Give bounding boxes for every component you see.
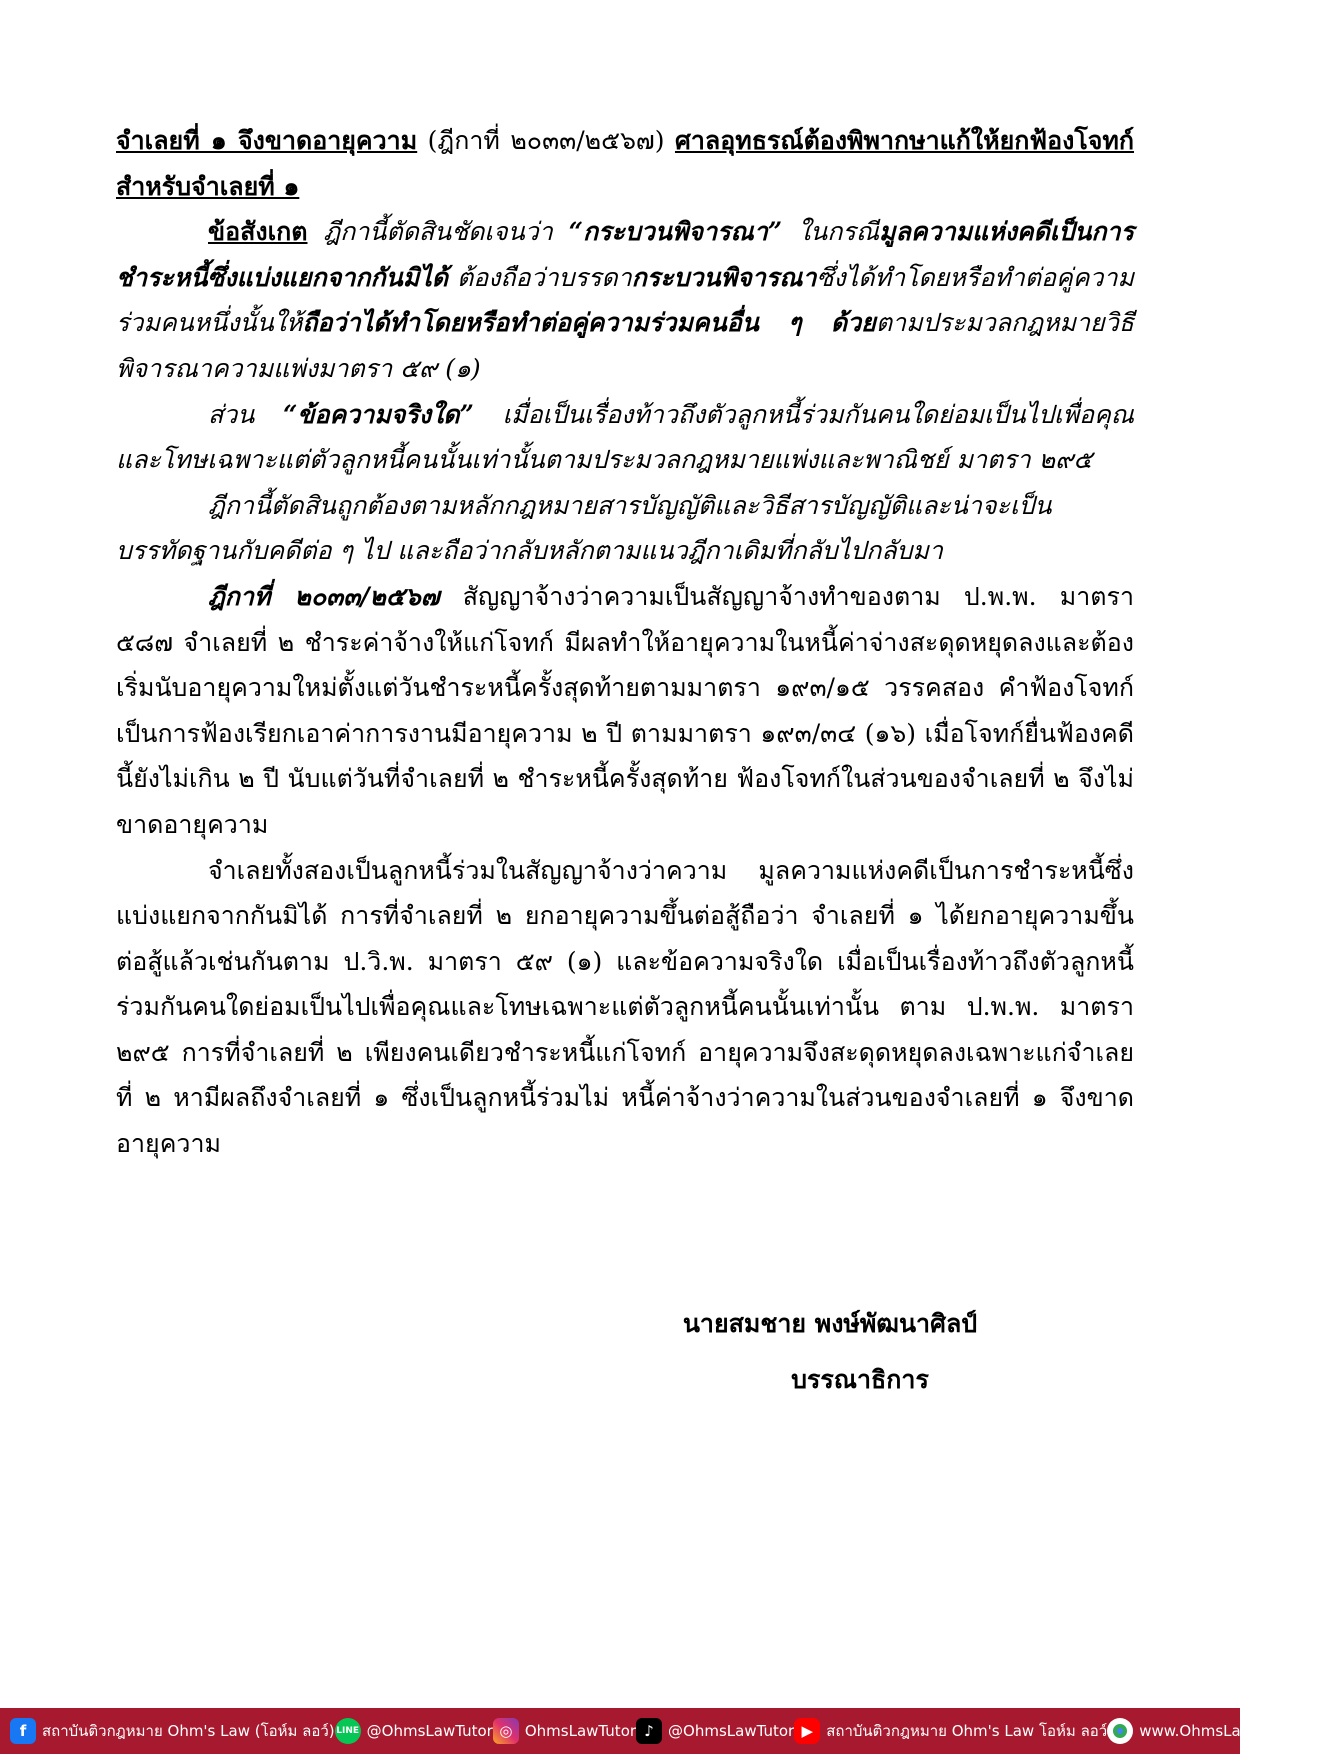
paragraph-2-text-1: ฎีกานี้ตัดสินชัดเจนว่า bbox=[307, 217, 569, 247]
signer-title: บรรณาธิการ bbox=[791, 1365, 929, 1394]
paragraph-2-text-2: “กระบวนพิจารณา” bbox=[568, 217, 783, 247]
paragraph-2-text-5: ต้องถือว่าบรรดา bbox=[448, 262, 632, 292]
footer-facebook-label: สถาบันติวกฎหมาย Ohm's Law (โอห์ม ลอว์) bbox=[42, 1722, 335, 1740]
paragraph-2-text-3: ในกรณี bbox=[782, 217, 880, 247]
footer-bar bbox=[0, 1708, 1326, 1754]
paragraph-6-text-1: จำเลยทั้งสองเป็นลูกหนี้ร่วมในสัญญาจ้างว่าความ มูลความแห่งคดีเป็นการชำระหนี้ซึ่งแบ่งแยกจากกันมิได้ การที่จำเลยที่ ๒ ยกอายุความขึ้นต่อสู้ถือว่า จำเลยที่ ๑ ได้ยกอายุความขึ้นต่อสู้แล้วเช่นกันตาม ป.วิ.พ. มาตรา ๕๙ (๑) และข้อความจริงใด เมื่อเป็นเรื่องท้าวถึงตัวลูกหนี้ร่วมกันคนใดย่อมเป็นไปเพื่อคุณและโทษเฉพาะแต่ตัวลูกหนี้คนนั้นเท่านั้น ตาม ป.พ.พ. มาตรา ๒๙๕ การที่จำเลยที่ ๒ เพียงคนเดียวชำระหนี้แก่โจทก์ อายุความจึงสะดุดหยุดลงเฉพาะแก่จำเลยที่ ๒ หามีผลถึงจำเลยที่ ๑ ซึ่งเป็นลูกหนี้ร่วมไม่ หนี้ค่าจ้างว่าความในส่วนของจำเลยที่ ๑ จึงขาดอายุความ bbox=[116, 855, 1134, 1159]
paragraph-3 bbox=[116, 392, 1134, 483]
footer-tiktok[interactable] bbox=[636, 1718, 794, 1744]
signature-block bbox=[600, 1296, 1060, 1408]
paragraph-6 bbox=[116, 848, 1134, 1167]
observation-label: ข้อสังเกต bbox=[208, 217, 308, 247]
footer-tiktok-label: @OhmsLawTutor bbox=[668, 1722, 795, 1740]
footer-line[interactable] bbox=[335, 1718, 493, 1744]
case-reference: (ฎีกาที่ ๒๐๓๓/๒๕๖๗) bbox=[417, 126, 675, 155]
paragraph-4 bbox=[116, 483, 1134, 574]
case-label: ฎีกาที่ ๒๐๓๓/๒๕๖๗ bbox=[208, 581, 440, 611]
footer-youtube-label: สถาบันติวกฎหมาย Ohm's Law โอห์ม ลอว์ bbox=[826, 1722, 1108, 1740]
conclusion-text: จำเลยที่ ๑ จึงขาดอายุความ bbox=[116, 126, 418, 155]
paragraph-2-text-6: กระบวนพิจารณา bbox=[631, 262, 817, 292]
footer-youtube[interactable] bbox=[794, 1718, 1107, 1744]
paragraph-3-text-3: เมื่อเป็นเรื่องท้าวถึงตัวลูกหนี้ร่วมกันคนใดย่อมเป็นไปเพื่อคุณและโทษเฉพาะแต่ตัวลูกหนี้คนนั้นเท่านั้นตามประมวลกฎหมายแพ่งและพาณิชย์ มาตรา ๒๙๕ bbox=[116, 399, 1134, 475]
paragraph-5-text-1: สัญญาจ้างว่าความเป็นสัญญาจ้างทำของตาม ป.พ.พ. มาตรา ๕๘๗ จำเลยที่ ๒ ชำระค่าจ้างให้แก่โจทก์ มีผลทำให้อายุความในหนี้ค่าจ่างสะดุดหยุดลงและต้องเริ่มนับอายุความใหม่ตั้งแต่วันชำระหนี้ครั้งสุดท้ายตามมาตรา ๑๙๓/๑๕ วรรคสอง คำฟ้องโจทก์เป็นการฟ้องเรียกเอาค่าการงานมีอายุความ ๒ ปี ตามมาตรา ๑๙๓/๓๔ (๑๖) เมื่อโจทก์ยื่นฟ้องคดีนี้ยังไม่เกิน ๒ ปี นับแต่วันที่จำเลยที่ ๒ ชำระหนี้ครั้งสุดท้าย ฟ้องโจทก์ในส่วนของจำเลยที่ ๒ จึงไม่ขาดอายุความ bbox=[116, 581, 1134, 839]
paragraph-2-text-4: มูลความแห่งคดีเป็นการชำระหนี้ซึ่งแบ่งแยกจากกันมิได้ bbox=[116, 217, 1134, 292]
footer-line-label: @OhmsLawTutor bbox=[366, 1722, 493, 1740]
court-ruling-text: ศาลอุทธรณ์ต้องพิพากษาแก้ให้ยกฟ้องโจทก์สำหรับจำเลยที่ ๑ bbox=[116, 126, 1135, 201]
footer-facebook[interactable] bbox=[10, 1718, 335, 1744]
article-body bbox=[116, 118, 1134, 1167]
paragraph-1 bbox=[116, 118, 1134, 209]
paragraph-2 bbox=[116, 209, 1134, 391]
youtube-icon: ▶ bbox=[794, 1718, 820, 1744]
line-icon: LINE bbox=[335, 1718, 361, 1744]
instagram-icon: ◎ bbox=[493, 1718, 519, 1744]
web-icon bbox=[1107, 1718, 1133, 1744]
footer-website-label: www.OhmsLawTutor.com bbox=[1139, 1722, 1326, 1740]
paragraph-4-text-1: ฎีกานี้ตัดสินถูกต้องตามหลักกฎหมายสารบัญญัติและวิธีสารบัญญัติและน่าจะเป็นบรรทัดฐานกับคดีต่อ ๆ ไป และถือว่ากลับหลักตามแนวฎีกาเดิมที่กลับไปกลับมา bbox=[116, 490, 1052, 566]
paragraph-5 bbox=[116, 574, 1134, 848]
facebook-icon: f bbox=[10, 1718, 36, 1744]
tiktok-icon: ♪ bbox=[636, 1718, 662, 1744]
paragraph-3-text-1: ส่วน bbox=[208, 399, 284, 429]
paragraph-2-text-8: ถือว่าได้ทำโดยหรือทำต่อคู่ความร่วมคนอื่น ๆ ด้วย bbox=[302, 308, 876, 338]
paragraph-2-text-7: ซึ่งได้ทำโดยหรือทำต่อคู่ความร่วมคนหนึ่งนั้นให้ bbox=[116, 262, 1134, 338]
footer-instagram[interactable] bbox=[493, 1718, 636, 1744]
paragraph-2-text-9: ตามประมวลกฎหมายวิธีพิจารณาความแพ่งมาตรา ๕๙ (๑) bbox=[116, 308, 1134, 383]
footer-website[interactable] bbox=[1107, 1718, 1326, 1744]
footer-instagram-label: OhmsLawTutor bbox=[524, 1722, 637, 1740]
signer-name: นายสมชาย พงษ์พัฒนาศิลป์ bbox=[682, 1309, 978, 1338]
paragraph-3-text-2: “ข้อความจริงใด” bbox=[283, 399, 474, 429]
